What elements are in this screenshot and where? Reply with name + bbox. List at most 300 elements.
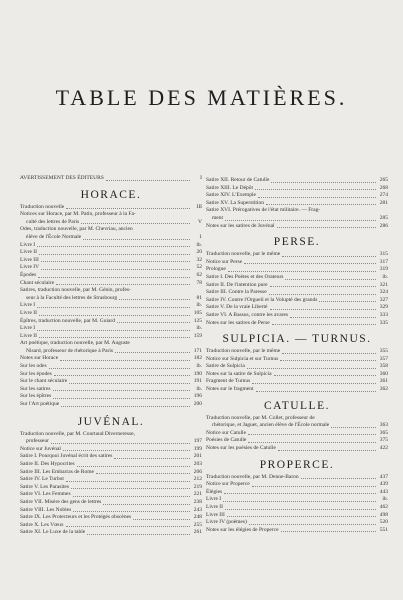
entry-page: 319	[379, 266, 388, 273]
entry-text: Livre II	[20, 249, 37, 256]
toc-entry[interactable]	[206, 445, 388, 453]
entry-page: 321	[379, 281, 388, 288]
entry-page: 243	[193, 506, 202, 513]
entry-text: Traduction nouvelle, par le même	[206, 251, 281, 258]
entry-text: Satire I. Des Poètes et des Orateurs	[206, 273, 284, 280]
entry-page: 1	[199, 233, 202, 240]
entry-page: ib.	[196, 385, 202, 392]
entry-page: 286	[379, 222, 388, 229]
entry-text: Satire I. Pourquoi Juvénal écrit des satires	[20, 453, 113, 460]
entry-page: 285	[379, 214, 388, 221]
entry-text: Satire VIII. Les Nobles	[20, 506, 72, 513]
dot-leader	[270, 309, 377, 310]
entry-text: Chant séculaire	[20, 279, 55, 286]
entry-page: 238	[193, 498, 202, 505]
toc-entry[interactable]	[20, 302, 202, 310]
section-heading-properce: PROPERCE.	[259, 458, 335, 471]
dot-leader	[244, 263, 376, 264]
left-column	[20, 175, 202, 537]
entry-page: 201	[193, 453, 202, 460]
dot-leader	[63, 450, 190, 451]
toc-entry[interactable]	[20, 310, 202, 318]
entry-text: Satire XIV. L'Exemple	[206, 192, 256, 199]
dot-leader	[266, 204, 376, 205]
entry-text-line: Notices sur Horace, par M. Patin, professeur à la Fa-	[20, 211, 136, 218]
entry-text: AVERTISSEMENT DES ÉDITEURS	[20, 175, 104, 181]
toc-entry[interactable]	[206, 527, 388, 535]
toc-entry[interactable]	[20, 476, 202, 484]
entry-page: ib.	[196, 325, 202, 332]
dot-leader	[248, 434, 376, 435]
dot-leader	[54, 375, 190, 376]
entry-text: Satire X. Les Vœux	[20, 521, 64, 528]
entry-text: Sur les satires	[20, 385, 51, 392]
dot-leader	[223, 501, 376, 502]
entry-text: Livre II	[20, 332, 37, 339]
toc-entry[interactable]	[206, 266, 388, 274]
entry-text: Nisard, professeur de rhétorique à Paris	[26, 347, 114, 354]
entry-text: Satire VI. A Bassus, contre les avares	[206, 311, 289, 318]
catulle-entries	[206, 415, 388, 453]
toc-entry[interactable]	[20, 355, 202, 363]
entry-page: 462	[379, 504, 388, 510]
entry-page: 248	[193, 514, 202, 521]
toc-entry[interactable]	[20, 280, 202, 288]
entry-text: Satire IV. Le Turbot	[20, 476, 64, 483]
toc-entry[interactable]	[20, 529, 202, 537]
entry-text: Livre IV	[20, 264, 40, 271]
dot-leader	[252, 486, 376, 487]
sulpicia-entries	[206, 348, 388, 394]
entry-page: 498	[379, 511, 388, 518]
entry-text-continuation	[20, 234, 202, 242]
entry-page: 361	[379, 378, 388, 385]
dot-leader	[271, 182, 376, 183]
toc-entry[interactable]	[20, 469, 202, 477]
toc-entry[interactable]	[206, 251, 388, 259]
dot-leader	[290, 317, 376, 318]
entry-page: 365	[379, 429, 388, 436]
dot-leader	[37, 246, 190, 247]
entry-page: ib.	[382, 273, 388, 280]
dot-leader	[269, 294, 376, 295]
entry-page: 78	[196, 279, 202, 286]
entry-text: Notice sur Properce	[206, 481, 250, 488]
toc-entry[interactable]	[206, 386, 388, 394]
entry-text: Prologue	[206, 266, 226, 273]
toc-entry[interactable]	[206, 415, 388, 430]
entry-text: ment	[212, 214, 223, 221]
dot-leader	[39, 337, 190, 338]
dot-leader	[224, 493, 376, 494]
entry-text-continuation	[206, 422, 388, 430]
entry-page: 315	[379, 251, 388, 258]
entry-text: Livre II	[20, 309, 37, 316]
entry-text: Satire XI. Le Luxe de la table	[20, 529, 86, 536]
dot-leader	[281, 531, 376, 532]
dot-leader	[37, 307, 190, 308]
dot-leader	[270, 286, 376, 287]
toc-entry[interactable]	[20, 226, 202, 241]
right-column	[206, 177, 388, 534]
entry-text: Livre II	[206, 504, 223, 510]
dot-leader	[225, 509, 376, 510]
entry-page: 358	[379, 363, 388, 370]
entry-page: 20	[196, 249, 202, 256]
toc-entry[interactable]	[20, 378, 202, 386]
toc-entry[interactable]	[20, 318, 202, 326]
juvenal-continued-entries	[206, 177, 388, 230]
dot-leader	[73, 496, 190, 497]
horace-entries	[20, 204, 202, 409]
toc-entry[interactable]	[20, 461, 202, 469]
toc-entry[interactable]	[20, 264, 202, 272]
entry-page: 357	[379, 355, 388, 362]
entry-page: 261	[193, 529, 202, 536]
dot-leader	[87, 534, 190, 535]
entry-page: 105	[193, 309, 202, 316]
toc-entry[interactable]	[206, 481, 388, 489]
toc-entry[interactable]	[206, 348, 388, 356]
toc-entry[interactable]	[206, 519, 388, 527]
entry-text: Notice sur Catulle	[206, 429, 247, 436]
entry-text: Traduction nouvelle, par M. Denne-Baron	[206, 473, 299, 480]
juvenal-entries	[20, 431, 202, 537]
entry-text: Satire IX. Les Protecteurs et les Protégés obscènes	[20, 514, 132, 521]
dot-leader	[228, 271, 376, 272]
toc-entry[interactable]	[20, 249, 202, 257]
entry-text: Satire III. Les Embarras de Rome	[20, 468, 94, 475]
toc-entry[interactable]	[20, 211, 202, 226]
dot-leader	[51, 443, 190, 444]
toc-entry[interactable]	[206, 430, 388, 438]
toc-entry[interactable]	[206, 223, 388, 231]
entry-page: 191	[193, 378, 202, 385]
dot-leader	[119, 299, 190, 300]
entry-text: seur à la Faculté des lettres de Strasbourg	[26, 294, 118, 301]
entry-text: Sur les épîtres	[20, 393, 52, 400]
entry-text: Fragment de Turnus	[206, 378, 251, 385]
entry-text: Épîtres, traduction nouvelle, par M. Guiard	[20, 317, 116, 324]
dot-leader	[66, 208, 190, 209]
entry-text: Sur les épodes	[20, 370, 52, 377]
toc-entry[interactable]	[206, 363, 388, 371]
entry-text: Satire V. Les Parasites	[20, 483, 69, 490]
dot-leader	[56, 284, 190, 285]
entry-page: 199	[193, 445, 202, 452]
entry-page: I	[200, 175, 202, 181]
entry-text: Satire VI. Les Femmes	[20, 491, 71, 498]
dot-leader	[285, 279, 376, 280]
dot-leader	[252, 383, 376, 384]
toc-entry[interactable]	[206, 489, 388, 497]
entry-page: 159	[193, 332, 202, 339]
entry-page: 190	[193, 370, 202, 377]
toc-entry[interactable]	[20, 333, 202, 341]
entry-text-continuation	[20, 219, 202, 227]
entry-text: Livre I	[206, 496, 222, 503]
dot-leader	[114, 458, 190, 459]
dot-leader	[73, 511, 190, 512]
entry-page: 317	[379, 258, 388, 265]
toc-entry[interactable]	[20, 507, 202, 515]
toc-entry[interactable]	[20, 242, 202, 250]
entry-text: Satire IV. Contre l'Orgueil et la Volupté des grands	[206, 296, 318, 303]
entry-page: 274	[379, 192, 388, 199]
entry-page: 212	[193, 476, 202, 483]
toc-entry[interactable]	[20, 257, 202, 265]
entry-text: Notes sur les élégies de Properce	[206, 526, 279, 533]
entry-page: 422	[379, 445, 388, 452]
entry-page: V	[198, 218, 202, 225]
dot-leader	[39, 254, 190, 255]
entry-page: 360	[379, 370, 388, 377]
entry-text: Livre III	[20, 256, 39, 263]
entry-text-line: Odes, traduction nouvelle, par M. Chevriau, ancien	[20, 226, 133, 233]
properce-entries	[206, 474, 388, 535]
toc-entry[interactable]	[20, 340, 202, 355]
entry-text: Livre IV (poèmes)	[206, 519, 247, 526]
entry-page: ib.	[382, 496, 388, 503]
dot-leader	[66, 526, 190, 527]
toc-entry[interactable]	[206, 297, 388, 305]
dot-leader	[225, 220, 376, 221]
toc-entry[interactable]	[206, 496, 388, 504]
dot-leader	[81, 223, 190, 224]
entry-text: Poésies de Catulle	[206, 437, 247, 444]
entry-text: Satire II. De l'intention pure	[206, 281, 268, 288]
entry-text: Notice sur Juvénal	[20, 445, 61, 452]
entry-page: 551	[379, 526, 388, 533]
dot-leader	[274, 375, 376, 376]
dot-leader	[133, 519, 190, 520]
entry-text: Notice sur Sulpicia et sur Turnus	[206, 355, 279, 362]
entry-page: 327	[379, 296, 388, 303]
entry-page: 81	[196, 294, 202, 301]
toc-entry[interactable]	[206, 320, 388, 328]
toc-entry[interactable]	[20, 175, 202, 183]
entry-page: 268	[379, 184, 388, 191]
entry-page: 375	[379, 437, 388, 444]
entry-page: III	[196, 203, 202, 210]
entry-text: professeur	[26, 438, 49, 445]
entry-page: 439	[379, 481, 388, 488]
entry-page: 197	[193, 438, 202, 445]
entry-text-line: Satires, traduction nouvelle, par M. Génin, profes-	[20, 287, 131, 294]
entry-page: ib.	[196, 241, 202, 248]
dot-leader	[227, 516, 376, 517]
entry-text-continuation	[20, 438, 202, 446]
toc-entry[interactable]	[206, 259, 388, 267]
entry-page: 62	[196, 271, 202, 278]
toc-entry[interactable]	[206, 474, 388, 482]
toc-entry[interactable]	[206, 504, 388, 512]
entry-page: 32	[196, 256, 202, 263]
toc-entry[interactable]	[206, 312, 388, 320]
toc-entry[interactable]	[20, 401, 202, 409]
toc-entry[interactable]	[206, 200, 388, 208]
dot-leader	[41, 261, 190, 262]
entry-page: 335	[379, 319, 388, 326]
entry-text: Satire VII. Misère des gens de lettres	[20, 498, 102, 505]
dot-leader	[277, 227, 376, 228]
dot-leader	[53, 398, 190, 399]
toc-entry[interactable]	[206, 177, 388, 185]
entry-page: 203	[193, 461, 202, 467]
dot-leader	[96, 473, 190, 474]
entry-page: 520	[379, 519, 388, 526]
toc-entry[interactable]	[20, 514, 202, 522]
entry-page: 206	[193, 468, 202, 475]
entry-text: Satire XIII. Le Dépôt	[206, 184, 254, 191]
entry-page: 182	[193, 355, 202, 362]
entry-text: Sur le chant séculaire	[20, 378, 68, 385]
toc-entry[interactable]	[20, 363, 202, 371]
toc-entry[interactable]	[206, 274, 388, 282]
entry-text-continuation	[20, 295, 202, 303]
entry-text: Satire II. Des Hypocrites	[20, 461, 75, 467]
dot-leader	[60, 360, 190, 361]
toc-entry[interactable]	[206, 185, 388, 193]
dot-leader	[117, 322, 190, 323]
entry-text: Satire III. Contre la Paresse	[206, 289, 267, 296]
entry-text-line: Satire XVI. Prérogatives de l'état militaire. — Frag-	[206, 207, 321, 214]
toc-entry[interactable]	[20, 491, 202, 499]
entry-text: Élégies	[206, 488, 223, 495]
dot-leader	[115, 352, 190, 353]
dot-leader	[66, 481, 190, 482]
entry-text: culté des lettres de Paris	[26, 218, 80, 225]
toc-entry[interactable]	[20, 431, 202, 446]
entry-page: 196	[193, 393, 202, 400]
dot-leader	[258, 197, 376, 198]
toc-entry[interactable]	[20, 272, 202, 280]
entry-text: Notice sur Perse	[206, 258, 243, 265]
entry-page: 125	[193, 317, 202, 324]
toc-entry[interactable]	[206, 356, 388, 364]
toc-entry[interactable]	[20, 325, 202, 333]
entry-text: rhétorique, et Jaguet, ancien élève de l'École normale	[212, 422, 330, 429]
dot-leader	[53, 390, 190, 391]
toc-entry[interactable]	[206, 371, 388, 379]
toc-entry[interactable]	[206, 207, 388, 222]
dot-leader	[41, 269, 190, 270]
dot-leader	[69, 383, 190, 384]
entry-page: ib.	[196, 363, 202, 370]
entry-text-line: Traduction nouvelle, par M. Courtaud Diverneresse,	[20, 430, 135, 437]
toc-entry[interactable]	[206, 192, 388, 200]
section-heading-sulpicia: SULPICIA. — TURNUS.	[222, 333, 372, 346]
entry-text: Satire V. De la vraie Liberté	[206, 304, 268, 311]
dot-leader	[248, 442, 376, 443]
toc-entry[interactable]	[20, 499, 202, 507]
dot-leader	[282, 256, 376, 257]
entry-text: Sur les odes	[20, 363, 47, 370]
dot-leader	[301, 478, 376, 479]
entry-text: Notes sur Horace	[20, 355, 59, 362]
toc-entry[interactable]	[20, 287, 202, 302]
toc-entry[interactable]	[20, 371, 202, 379]
dot-leader	[103, 504, 190, 505]
dot-leader	[38, 277, 190, 278]
entry-text: Traduction nouvelle	[20, 203, 65, 210]
entry-text: Livre III	[206, 511, 225, 518]
entry-text-line: Traduction nouvelle, par M. Collet, professeur de	[206, 414, 315, 421]
entry-page: 219	[193, 483, 202, 490]
dot-leader	[49, 368, 190, 369]
entry-text: Satire XII. Retour de Catulle	[206, 177, 270, 183]
dot-leader	[83, 239, 190, 240]
toc-entry[interactable]	[206, 378, 388, 386]
dot-leader	[77, 466, 190, 467]
toc-entry[interactable]	[20, 484, 202, 492]
entry-page: 221	[193, 491, 202, 498]
toc-entry[interactable]	[20, 453, 202, 461]
entry-page: 255	[193, 521, 202, 528]
dot-leader	[39, 315, 190, 316]
dot-leader	[247, 368, 376, 369]
toc-entry[interactable]	[206, 437, 388, 445]
entry-text: Satire de Sulpicia	[206, 363, 245, 370]
entry-text: élève de l'École Normale	[26, 233, 82, 240]
toc-entry[interactable]	[206, 282, 388, 290]
entry-page: 362	[379, 386, 388, 393]
entry-text: Sur l'Art poétique	[20, 401, 60, 408]
section-heading-horace: HORACE.	[80, 188, 142, 201]
entry-text-line: Art poétique, traduction nouvelle, par M. Auguste	[20, 340, 130, 347]
toc-entry[interactable]	[20, 522, 202, 530]
entry-text: Notes sur la satire de Sulpicia	[206, 370, 272, 377]
toc-entry[interactable]	[206, 289, 388, 297]
entry-text-continuation	[206, 215, 388, 223]
dot-leader	[249, 524, 376, 525]
entry-text: Livre I	[20, 302, 36, 309]
dot-leader	[280, 360, 376, 361]
dot-leader	[61, 406, 190, 407]
perse-entries	[206, 251, 388, 327]
dot-leader	[278, 450, 376, 451]
dot-leader	[282, 353, 376, 354]
section-heading-perse: PERSE.	[273, 236, 321, 249]
entry-page: 265	[379, 177, 388, 183]
dot-leader	[272, 324, 376, 325]
toc-entry[interactable]	[20, 386, 202, 394]
toc-entry[interactable]	[20, 393, 202, 401]
entry-text: Livre I	[20, 241, 36, 248]
dot-leader	[331, 427, 376, 428]
dot-leader	[256, 391, 377, 392]
entry-text: Notes sur les satires de Perse	[206, 319, 270, 326]
dot-leader	[106, 180, 190, 181]
entry-text: Épodes	[20, 271, 37, 278]
section-heading-catulle: CATULLE.	[264, 399, 330, 412]
entry-page: 171	[193, 347, 202, 354]
dot-leader	[71, 488, 190, 489]
entry-page: 52	[196, 264, 202, 271]
entry-page: 443	[379, 488, 388, 495]
entry-page: 333	[379, 311, 388, 318]
entry-page: 329	[379, 304, 388, 311]
entry-text: Livre I	[20, 325, 36, 332]
entry-page: 437	[379, 473, 388, 480]
toc-entry[interactable]	[20, 446, 202, 454]
toc-entry[interactable]	[206, 304, 388, 312]
entry-page: 363	[379, 422, 388, 429]
dot-leader	[319, 301, 376, 302]
entry-text: Notes sur les poésies de Catulle	[206, 445, 276, 452]
entry-text: Notes sur les satires de Juvénal	[206, 222, 275, 229]
entry-page: ib.	[196, 302, 202, 309]
